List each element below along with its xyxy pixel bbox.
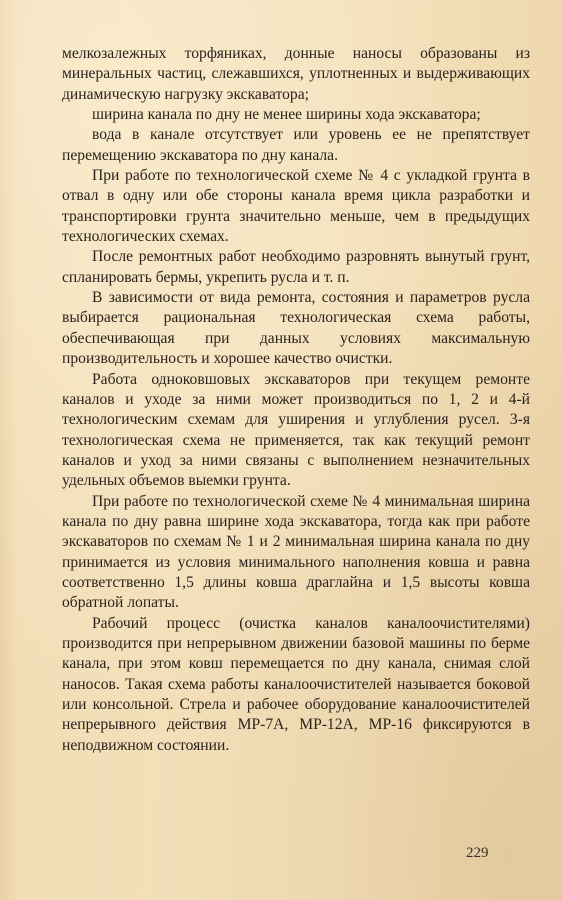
paragraph-5: После ремонтных работ необходимо разровнять вынутый грунт, спланировать бермы, укрепить русла и т. п. — [62, 248, 530, 286]
paragraph-4: При работе по технологической схеме № 4 с укладкой грунта в отвал в одну или обе стороны канала время цикла разработки и транспортировки грунта значительно меньше, чем в предыдущих технологических схемах. — [62, 167, 530, 246]
paragraph-3: вода в канале отсутствует или уровень ее не препятствует перемещению экскаватора по дну канала. — [62, 126, 530, 164]
paragraph-7: Работа одноковшовых экскаваторов при текущем ремонте каналов и уходе за ними может производиться по 1, 2 и 4-й технологическим схемам для уширения и углубления русел. 3-я технологическая схема не применяется, так как текущий ремонт каналов и уход за ними связаны с выполнением незначительных удельных объемов выемки грунта. — [62, 370, 530, 490]
page-number: 229 — [466, 845, 489, 861]
paragraph-8: При работе по технологической схеме № 4 минимальная ширина канала по дну равна ширине хода экскаватора, тогда как при работе экскаваторов по схемам № 1 и 2 минимальная ширина канала по дну принимается из условия минимального наполнения ковша и равна соответственно 1,5 длины ковша драглайна и 1,5 высоты ковша обратной лопаты. — [62, 492, 530, 612]
page-body-text — [62, 44, 530, 756]
paragraph-9: Рабочий процесс (очистка каналов каналоочистителями) производится при непрерывном движении базовой машины по берме канала, при этом ковш перемещается по дну канала, снимая слой наносов. Такая схема работы каналоочистителей называется боковой или консольной. Стрела и рабочее оборудование каналоочистителей непрерывного действия МР-7А, МР-12А, МР-16 фиксируются в неподвижном состоянии. — [62, 614, 530, 754]
paragraph-6: В зависимости от вида ремонта, состояния и параметров русла выбирается рациональная технологическая схема работы, обеспечивающая при данных условиях максимальную производительность и хорошее качество очистки. — [62, 289, 530, 368]
paragraph-2: ширина канала по дну не менее ширины хода экскаватора; — [92, 106, 481, 124]
paragraph-1: мелкозалежных торфяниках, донные наносы образованы из минеральных частиц, слежавшихся, уплотненных и выдерживающих динамическую нагрузку экскаватора; — [62, 45, 530, 103]
